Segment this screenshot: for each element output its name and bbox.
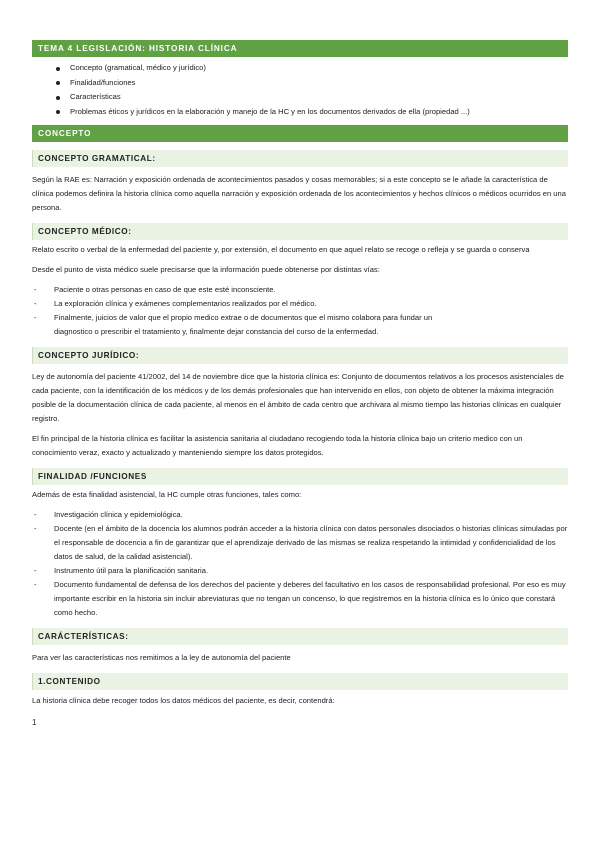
list-item: - Paciente o otras personas en caso de que este esté inconsciente. [32, 283, 472, 297]
list-item: - Documento fundamental de defensa de los derechos del paciente y deberes del facultativo en los casos de responsabilidad profesional. Por eso es muy importante escribir en la historia sin incluir abreviaturas que no tengan un concenso, lo que registremos en la historia clínica es lo único que constará como hecho. [32, 578, 568, 620]
caracteristicas-text: Para ver las características nos remitimos a la ley de autonomía del paciente [32, 653, 291, 662]
concepto-juridico-text: Ley de autonomía del paciente 41/2002, del 14 de noviembre dice que la historia clínica es: Conjunto de documentos relativos a los procesos asistenciales de cada paciente, con la identificación de los médicos y de los demás profesionales que han intervenido en ellos, con objeto de obtener la máxima integración posible de la documentación clínica de cada paciente, al menos en el ámbito de cada centro que archivara al mismo tiempo las historias clínicas en cualquier registro. [32, 372, 564, 423]
concepto-juridico-heading: CONCEPTO JURÍDICO: [32, 347, 568, 364]
list-item: - Docente (en el ámbito de la docencia los alumnos podrán acceder a la historia clínica con datos personales disociados o historias clínicas simuladas por el responsable de docencia a fin de garantizar que el aprendizaje derivado de las mismas se realiza respetando la intimidad y confidencialidad de los datos de salud, de la calidad asistencial). [32, 522, 568, 564]
concepto-medico-heading: CONCEPTO MÉDICO: [32, 223, 568, 240]
section-concepto-heading: CONCEPTO [32, 125, 568, 142]
finalidad-intro: Además de esta finalidad asistencial, la HC cumple otras funciones, tales como: [32, 490, 302, 499]
concepto-gramatical-text: Según la RAE es: Narración y exposición ordenada de acontecimientos pasados y cosas memorables; si a este concepto se le añade la característica de clínica podemos definira la historia clínica como aquella narración y exposición ordenada de los acontecimientos y hechos clínicos o médicos ocurridos en una persona. [32, 175, 566, 212]
list-item: - La exploración clínica y exámenes complementarios realizados por el médico. [32, 297, 472, 311]
list-item: - Instrumento útil para la planificación sanitaria. [32, 564, 568, 578]
vias-list [32, 283, 472, 339]
list-item: - Finalmente, juicios de valor que el propio medico extrae o de documentos que el mismo colabora para fundar un diagnostico o prescribir el tratamiento y, finalmente dejar constancia del curso de la enfermedad. [32, 311, 472, 339]
list-item: - Investigación clínica y epidemiológica. [32, 508, 568, 522]
concepto-gramatical-heading: CONCEPTO GRAMATICAL: [32, 150, 568, 167]
concepto-medico-text: Relato escrito o verbal de la enfermedad del paciente y, por extensión, el documento en que aquel relato se recoge o refleja y se guarda o conserva [32, 245, 530, 254]
concepto-juridico-fin: El fin principal de la historia clínica es facilitar la asistencia sanitaria al ciudadano recogiendo toda la historia clínica bajo un criterio medico con un conocimiento veraz, exacto y actualizado y manteniendo siempre los datos protegidos. [32, 434, 523, 457]
index-item: Concepto (gramatical, médico y jurídico) [32, 61, 568, 76]
index-item: Problemas éticos y jurídicos en la elaboración y manejo de la HC y en los documentos derivados de ella (propiedad ...) [32, 105, 568, 120]
index-item: Características [32, 90, 568, 105]
page-number: 1 [32, 718, 37, 727]
funciones-list [32, 508, 568, 620]
concepto-medico-intro: Desde el punto de vista médico suele precisarse que la información puede obtenerse por distintas vías: [32, 265, 380, 274]
contenido-text: La historia clínica debe recoger todos los datos médicos del paciente, es decir, contendrá: [32, 696, 335, 705]
caracteristicas-heading: CARÁCTERÍSTICAS: [32, 628, 568, 645]
index-item: Finalidad/funciones [32, 76, 568, 91]
index-list [32, 61, 568, 119]
document-title: TEMA 4 LEGISLACIÓN: HISTORIA CLÍNICA [32, 40, 568, 57]
finalidad-heading: FINALIDAD /FUNCIONES [32, 468, 568, 485]
contenido-heading: 1.CONTENIDO [32, 673, 568, 690]
document-page [32, 40, 568, 727]
